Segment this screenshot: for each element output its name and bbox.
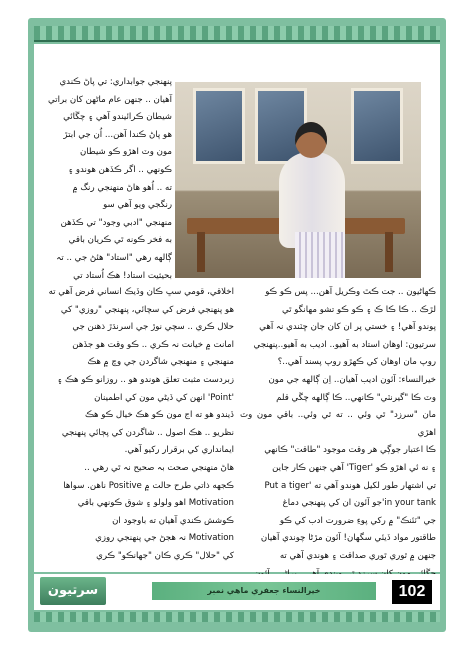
- text-line: آهيان .. جنهن عام ماڻهن کان براتي: [48, 94, 172, 105]
- text-line: ڪا اعتبار جوڳي هر وقت موجود "طاقت" ڪانهي: [264, 445, 436, 456]
- text-line: ڪهاڻيون .. جت ڪٿ وڪريل آهن... پس ڪو ڪو: [265, 287, 436, 297]
- article-column-top-left: [44, 74, 172, 285]
- text-line: ڪجهه ذاتي طرح حالت ۾ Positive ناهن. سواها: [63, 480, 234, 491]
- text-line: 'Point' انهن کي ڏيڻي مون کي اطمينان: [94, 392, 234, 403]
- text-line: وٽ ڪا "گيرنٽي" ڪانهي.. ڪا ڳالهه چڱي قلم: [276, 392, 436, 403]
- text-line: هو پاڻ ڪندا آهن... اُن جي ابتڙ: [63, 129, 172, 140]
- text-line: طاقتور مواد ڏيئي سگهان! آئون مڙڻا چوندي آهيان: [260, 533, 436, 544]
- text-line: خيرالنساء: آئون اديب آهيان.. اِن ڳالهه جي مون: [268, 374, 436, 385]
- text-line: شيطان ڪرائيندو آهي ۽ چڱائي: [63, 112, 172, 123]
- decorative-bottom-stripe: [34, 612, 440, 622]
- text-line: پوندو آهي! ۽ خستي پر ان کان جان ڇٽندي نہ آهي: [259, 322, 436, 333]
- text-line: تي اشتهار طور لکيل هوندو آهي ته 'Put a tiger: [264, 480, 436, 491]
- photo-person-legs: [295, 232, 345, 278]
- text-line: منهنجي ۽ منهنجي شاگردن جي وچ ۾ هڪ: [87, 357, 234, 368]
- text-line: ته .. اُهو هاڻ منهنجي رنگ ۾: [72, 182, 172, 193]
- text-line: لڙڪ .. ڪا ڪا ڪ ۽ ڪو ڪو تشو مهانگو ٿي: [281, 304, 436, 315]
- photo-window-right: [351, 88, 403, 164]
- photo-window-left: [193, 88, 245, 164]
- page-number: 102: [392, 580, 432, 604]
- decorative-top-stripe: [34, 26, 440, 42]
- text-line: بحيثيت استاد! هڪ اُستاد تي: [73, 270, 172, 281]
- photo-bench-leg: [197, 232, 205, 272]
- photo-bench-leg: [385, 232, 393, 272]
- text-line: Motivation اهو ولولو ۽ شوق ڪونهي باقي: [77, 498, 234, 509]
- interview-photo: [175, 82, 421, 278]
- article-column-left: [44, 284, 234, 566]
- text-line: هاڻ منهنجي صحت بہ صحيح نہ ٿي رهي ..: [84, 462, 234, 473]
- text-line: امانت ۾ خيانت نہ ڪري .. ڪو وقت هو جڏهن: [72, 339, 234, 350]
- text-line: ڪوشش ڪندي آهيان ته باوجود ان: [112, 515, 234, 526]
- text-line: in your tank'جو آئون ان کي پنهنجي دماغ: [282, 498, 436, 509]
- text-line: Motivation نہ هجڻ جي پنهنجي روزي: [95, 533, 234, 544]
- text-line: ايمانداري کي برقرار رکيو آهي.: [124, 445, 234, 456]
- magazine-logo: سرتيون: [40, 577, 106, 605]
- text-line: روپ مان اوهان کي ڪهڙو روپ پسند آهي..؟: [277, 357, 436, 368]
- text-line: نظريو .. هڪ اصول .. شاگردن کي پڄائي پنهنجي: [61, 427, 234, 438]
- text-line: زبردست مثبت تعلق هوندو هو .. روزانو ڪو هڪ ۽: [57, 374, 234, 385]
- text-line: کي "حلال" ڪري ڪان "جهانڪو" ڪري: [96, 550, 234, 561]
- text-line: ۽ نه ئي اهڙو ڪو 'Tiger' آهي جنهن ڪار جاين: [272, 462, 436, 473]
- text-line: ڪونهي .. اگر ڪڏهن هوندو ۽: [68, 164, 172, 175]
- text-line: ڏيندو هو ته اج مون ڪو هڪ خيال ڪو هڪ: [84, 410, 234, 421]
- text-line: مون وٽ اهڙو ڪو شيطان: [79, 147, 172, 158]
- text-line: اخلاقي، قومي سڀ ڪان وڏيڪ انساني فرض آهي ته: [48, 287, 234, 297]
- text-line: سرتيون: اوهان استاد به آهيو.. اديب به آهيو..پنهنجي: [253, 339, 436, 350]
- text-line: ڳالهه رهي "استاد" هئڻ جي .. تہ: [56, 252, 172, 263]
- text-line: مان "سرزد" ٿي وئي .. ته ٿي وئي.. باقي مون وٽ اهڙي: [240, 410, 436, 438]
- text-line: به فخر ڪونه ٿي ڪريان باقي: [68, 235, 172, 246]
- article-column-right: [240, 284, 436, 583]
- text-line: رنگجي ويو آهي سو: [103, 200, 172, 211]
- text-line: جي "ٽئنڪ" ۾ رکي پوءِ ضرورت ادب کي ڪو: [279, 515, 436, 526]
- text-line: منهنجي "ادبي وجود" تي ڪڏهن: [60, 217, 172, 228]
- photo-person-head: [295, 122, 327, 158]
- page-footer: [34, 574, 440, 610]
- text-line: جنهن ۾ ٿوري ٿوري صداقت ۽ هوندي آهي ته: [279, 550, 436, 561]
- author-strip: خيرالنساء جعفري ماهي نمبر: [152, 582, 376, 600]
- text-line: حلال ڪري .. سچي نوڙ جي اسرنڌڙ ذهنن جي: [72, 322, 234, 333]
- text-line: پنهنجي جوابداري: تي پاڻ ڪندي: [59, 77, 172, 87]
- text-line: هو پنهنجي فرض کي سچائي، پنهنجي "روزي" کي: [60, 304, 234, 315]
